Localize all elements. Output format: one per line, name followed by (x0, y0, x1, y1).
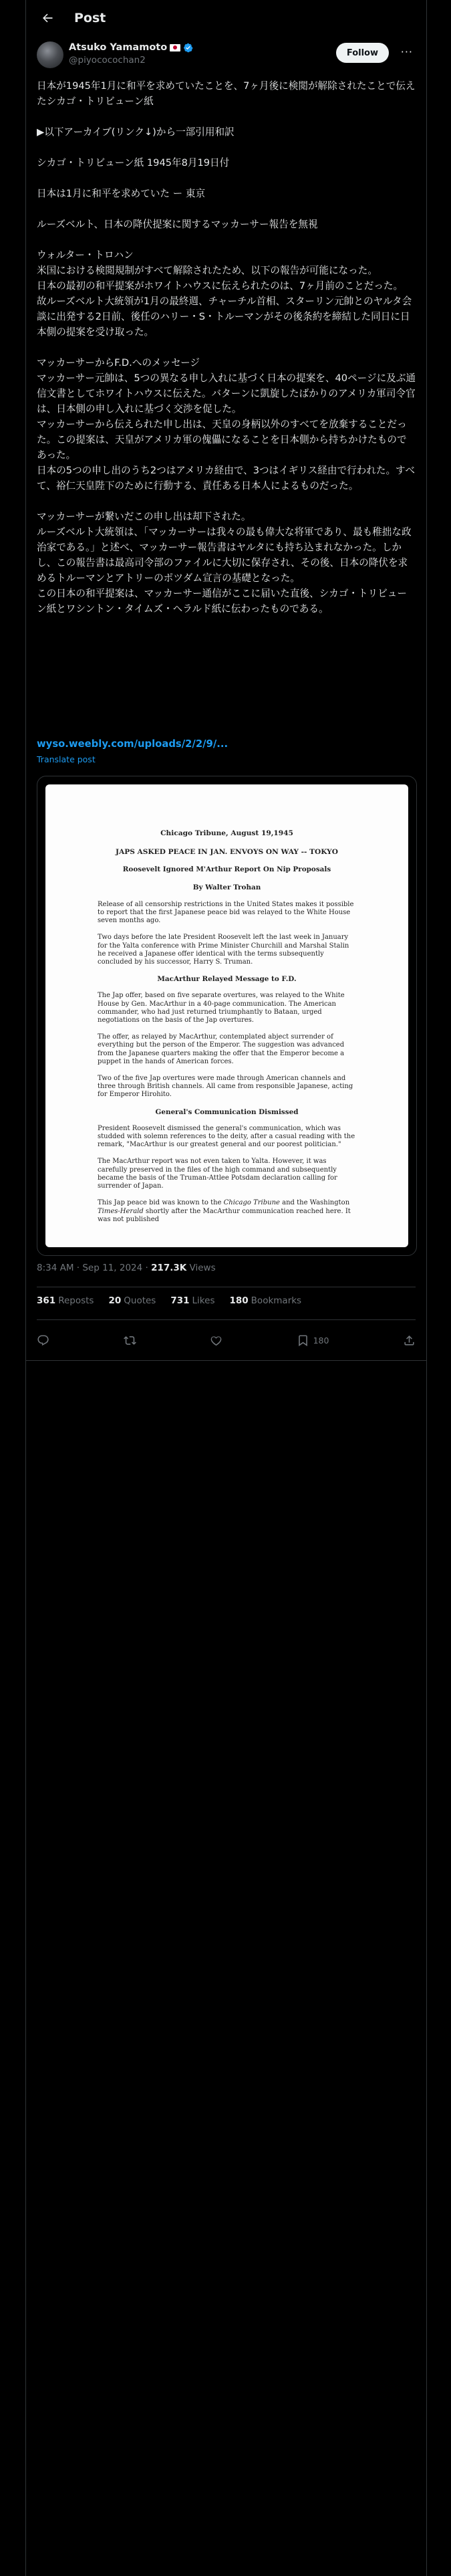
back-button[interactable] (35, 6, 59, 30)
repost-icon (124, 1334, 136, 1347)
top-bar (26, 0, 426, 35)
clipping-paragraph: Two of the five Jap overtures were made through American channels and three through British channels. All came from responsible Japanese, acting for Emperor Hirohito. (98, 1075, 353, 1099)
bookmark-count: 180 (313, 1335, 329, 1346)
repost-button[interactable] (124, 1334, 136, 1347)
views-label: Views (186, 1263, 216, 1273)
clipping-paragraph: The Jap offer, based on five separate overtures, was relayed to the White House by Gen. MacArthur in a 40-page communication. The American commander, who had just returned triumphantly to Bataan, urged negotiations on the basis of the Jap overtures. (98, 992, 345, 1025)
arrow-left-icon (41, 11, 54, 25)
translate-post-link[interactable]: Translate post (37, 754, 96, 764)
bookmark-icon (297, 1334, 309, 1347)
clipping-byline: By Walter Trohan (192, 883, 261, 891)
display-name[interactable] (69, 42, 193, 53)
clipping-section-heading: General's Communication Dismissed (155, 1107, 299, 1116)
clipping-subhead: Roosevelt Ignored M'Arthur Report On Nip Proposals (122, 865, 331, 874)
clipping-section-heading: MacArthur Relayed Message to F.D. (157, 975, 297, 984)
post-meta (37, 1263, 216, 1273)
heart-icon (210, 1334, 222, 1347)
newspaper-clipping (45, 784, 408, 1247)
reposts-stat[interactable]: 361 Reposts (37, 1295, 94, 1306)
views-count: 217.3K (151, 1263, 187, 1273)
clipping-text: and the Washington (279, 1199, 350, 1207)
follow-button[interactable]: Follow (336, 43, 389, 63)
clipping-paragraph: The offer, as relayed by MacArthur, contemplated abject surrender of everything but the person of the Emperor. The suggestion was advanced from the Japanese quarters making the offer that the Emperor become a puppet in the hands of American forces. (98, 1033, 345, 1065)
author-names (69, 42, 193, 66)
bookmark-button[interactable] (297, 1334, 329, 1347)
clipping-text: This Jap peace bid was known to the (98, 1199, 224, 1207)
likes-stat[interactable]: 731 Likes (170, 1295, 215, 1306)
handle[interactable]: @piyococochan2 (69, 55, 146, 66)
post-link[interactable]: wyso.weebly.com/uploads/2/2/9/... (37, 738, 229, 750)
post-text: 日本が1945年1月に和平を求めていたことを、7ヶ月後に検閲が解除されたことで伝えたシカゴ・トリビューン紙 ▶以下アーカイブ(リンク↓)から一部引用和訳 シカゴ・トリビューン紙 1945年8月19日付 日本は1月に和平を求めていた ー 東京 ルーズベルト、日本の降伏提案に関するマッカーサー報告を無視 ウォルター・トロハン 米国における検閲規制がすべて解除されたため、以下の報告が可能になった。 日本の最初の和平提案がホワイトハウスに伝えられたのは、7ヶ月前のことだった。 故ルーズベルト大統領が1月の最終週、チャーチル首相、スターリン元帥とのヤルタ会談に出発する2日前、後任のハリー・S・トルーマンがその後条約を締結した同日に日本側の提案を受け取った。 マッカーサーからF.D.へのメッセージ マッカーサー元帥は、5つの異なる申し入れに基づく日本の提案を、40ページに及ぶ通信文書としてホワイトハウスに伝えた。バターンに凱旋したばかりのアメリカ軍司令官は、日本側の申し入れに基づく交渉を促した。 マッカーサーから伝えられた申し出は、天皇の身柄以外のすべてを放棄することだった。この提案は、天皇がアメリカ軍の傀儡になることを日本側から持ちかけたものであった。 日本の5つの申し出のうち2つはアメリカ経由で、3つはイギリス経由で行われた。すべて、裕仁天皇陛下のために行動する、責任ある日本人によるものだった。 マッカーサーが繋いだこの申し出は却下された。 ルーズベルト大統領は、「マッカーサーは我々の最も偉大な将軍であり、最も稚拙な政治家である。」と述べ、マッカーサー報告書はヤルタにも持ち込まれなかった。しかし、この報告書は最高司令部のファイルに大切に保存され、その後、日本の降伏を求めるトルーマンとアトリーのポツダム宣言の基礎となった。 この日本の和平提案は、マッカーサー通信がここに届いた直後、シカゴ・トリビューン紙とワシントン・タイムズ・ヘラルド紙に伝わったものである。 (37, 80, 416, 615)
page-title: Post (74, 10, 106, 25)
clipping-dateline: Chicago Tribune, August 19,1945 (160, 829, 293, 837)
share-button[interactable] (403, 1334, 416, 1347)
post-column (25, 0, 427, 2576)
action-bar (37, 1328, 416, 1352)
clipping-headline: JAPS ASKED PEACE IN JAN. ENVOYS ON WAY -- TOKYO (116, 848, 338, 857)
japan-flag-icon (170, 44, 180, 51)
reply-icon (37, 1334, 49, 1347)
post-timestamp[interactable]: 8:34 AM · Sep 11, 2024 (37, 1263, 143, 1273)
clipping-newspaper-name: Chicago Tribune (223, 1199, 280, 1207)
share-icon (403, 1334, 416, 1347)
clipping-newspaper-name: Times-Herald (98, 1207, 144, 1215)
author-row (37, 41, 416, 71)
more-options-icon[interactable]: ··· (400, 45, 413, 58)
meta-separator: · (142, 1263, 152, 1273)
bookmarks-stat[interactable]: 180 Bookmarks (229, 1295, 302, 1306)
clipping-paragraph: Release of all censorship restrictions in the United States makes it possible to report that the first Japanese peace bid was relayed to the White House seven months ago. (98, 900, 354, 925)
clipping-paragraph: The MacArthur report was not even taken to Yalta. However, it was carefully preserved in the files of the high command and subsequently became the basis of the Truman-Attlee Potsdam declaration calling for surrender of Japan. (98, 1158, 337, 1190)
like-button[interactable] (210, 1334, 222, 1347)
divider (26, 1360, 426, 1361)
clipping-text: shortly after the MacArthur communication reached here. It was not published (98, 1207, 351, 1223)
avatar[interactable] (37, 41, 63, 68)
display-name-text: Atsuko Yamamoto (69, 42, 168, 53)
verified-badge-icon[interactable] (183, 43, 193, 53)
clipping-paragraph (98, 1199, 356, 1224)
quotes-stat[interactable]: 20 Quotes (108, 1295, 156, 1306)
divider (37, 1319, 416, 1320)
reply-button[interactable] (37, 1334, 49, 1347)
clipping-paragraph: Two days before the late President Roosevelt left the last week in January for the Yalta conference with Prime Minister Churchill and Marshal Stalin he received a Japanese offer identical with the terms subsequently concluded by his successor, Harry S. Truman. (98, 934, 349, 966)
engagement-stats (37, 1295, 301, 1306)
attached-image[interactable] (37, 776, 417, 1256)
clipping-paragraph: President Roosevelt dismissed the general's communication, which was studded with solemn references to the deity, after a casual reading with the remark, "MacArthur is our greatest general and our poorest politician." (98, 1124, 355, 1149)
